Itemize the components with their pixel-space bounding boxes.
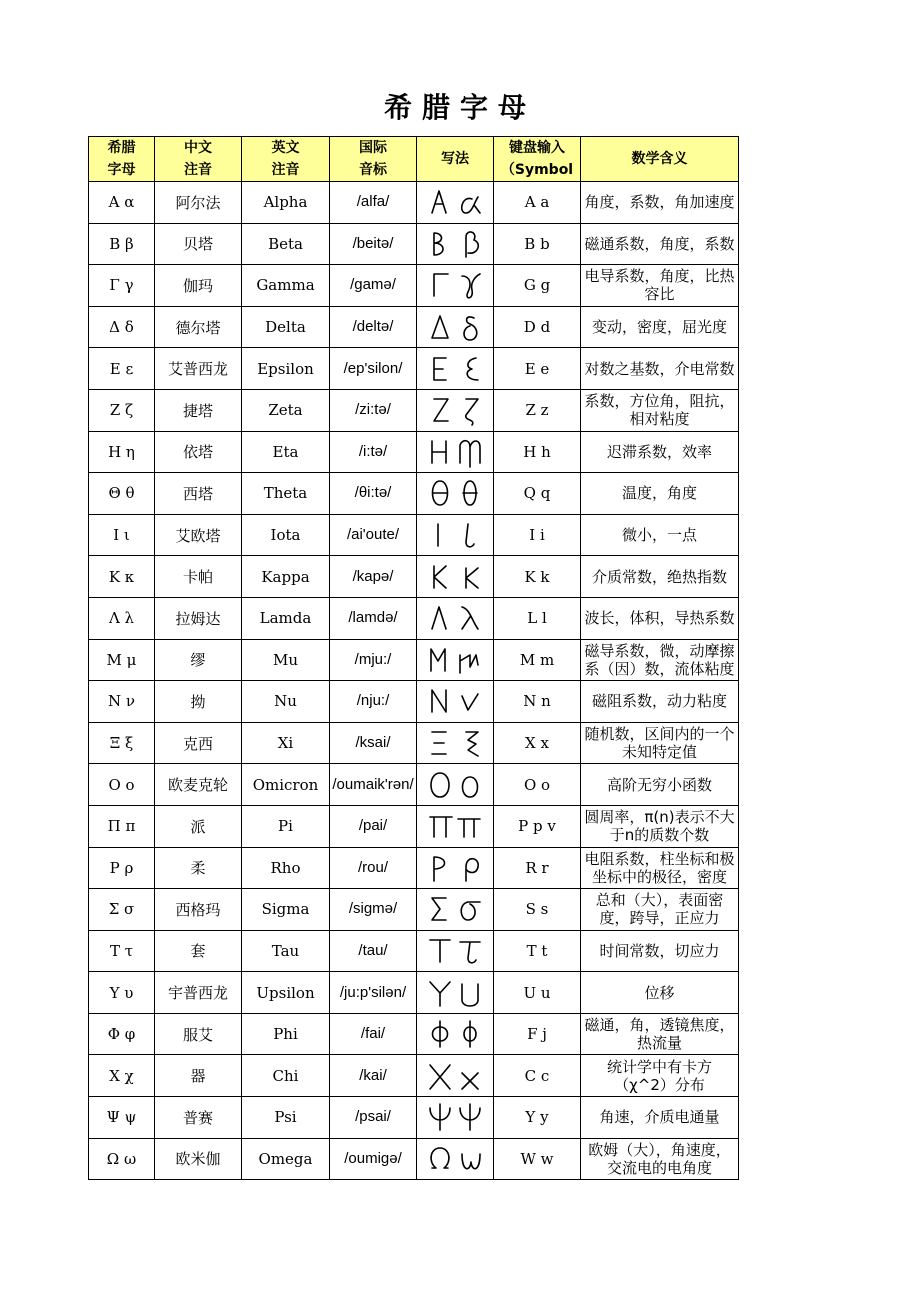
letter-cell: Κ κ bbox=[89, 556, 155, 598]
keyboard-input-cell: X x bbox=[494, 722, 581, 764]
chinese-name-cell: 欧麦克轮 bbox=[155, 764, 242, 806]
letter-cell: Ν ν bbox=[89, 681, 155, 723]
english-name-cell: Theta bbox=[242, 473, 330, 515]
writing-cell bbox=[417, 930, 494, 972]
ipa-cell: /lamdə/ bbox=[330, 597, 417, 639]
header-row bbox=[89, 137, 739, 182]
keyboard-input-cell: O o bbox=[494, 764, 581, 806]
meaning-cell: 迟滞系数，效率 bbox=[581, 431, 739, 473]
ipa-cell: /ju:p'silən/ bbox=[330, 972, 417, 1014]
keyboard-input-cell: R r bbox=[494, 847, 581, 889]
english-name-cell: Eta bbox=[242, 431, 330, 473]
writing-cell bbox=[417, 473, 494, 515]
keyboard-input-cell: L l bbox=[494, 597, 581, 639]
letter-cell: Ψ ψ bbox=[89, 1097, 155, 1139]
meaning-cell: 波长，体积，导热系数 bbox=[581, 597, 739, 639]
beta-stroke-icon bbox=[426, 227, 484, 261]
table-row bbox=[89, 847, 739, 889]
ipa-cell: /θi:tə/ bbox=[330, 473, 417, 515]
header-zh bbox=[155, 137, 242, 182]
english-name-cell: Lamda bbox=[242, 597, 330, 639]
chinese-name-cell: 西格玛 bbox=[155, 889, 242, 931]
chinese-name-cell: 器 bbox=[155, 1055, 242, 1097]
english-name-cell: Nu bbox=[242, 681, 330, 723]
omega-stroke-icon bbox=[426, 1142, 484, 1176]
letter-cell: Η η bbox=[89, 431, 155, 473]
keyboard-input-cell: B b bbox=[494, 223, 581, 265]
writing-cell bbox=[417, 1097, 494, 1139]
alpha-stroke-icon bbox=[426, 185, 484, 219]
writing-cell bbox=[417, 681, 494, 723]
meaning-cell: 温度，角度 bbox=[581, 473, 739, 515]
writing-cell bbox=[417, 805, 494, 847]
meaning-cell: 圆周率，π(n)表示不大于n的质数个数 bbox=[581, 805, 739, 847]
keyboard-input-cell: Q q bbox=[494, 473, 581, 515]
letter-cell: Τ τ bbox=[89, 930, 155, 972]
pi-stroke-icon bbox=[426, 809, 484, 843]
table-row bbox=[89, 681, 739, 723]
english-name-cell: Upsilon bbox=[242, 972, 330, 1014]
keyboard-input-cell: U u bbox=[494, 972, 581, 1014]
xi-stroke-icon bbox=[426, 726, 484, 760]
english-name-cell: Kappa bbox=[242, 556, 330, 598]
letter-cell: Γ γ bbox=[89, 265, 155, 307]
gamma-stroke-icon bbox=[426, 268, 484, 302]
keyboard-input-cell: D d bbox=[494, 306, 581, 348]
table-row bbox=[89, 306, 739, 348]
writing-cell bbox=[417, 223, 494, 265]
keyboard-input-cell: E e bbox=[494, 348, 581, 390]
psi-stroke-icon bbox=[426, 1100, 484, 1134]
meaning-cell: 欧姆（大），角速度，交流电的电角度 bbox=[581, 1138, 739, 1180]
chi-stroke-icon bbox=[426, 1059, 484, 1093]
table-row bbox=[89, 805, 739, 847]
english-name-cell: Omicron bbox=[242, 764, 330, 806]
table-row bbox=[89, 930, 739, 972]
keyboard-input-cell: M m bbox=[494, 639, 581, 681]
writing-cell bbox=[417, 847, 494, 889]
table-row bbox=[89, 972, 739, 1014]
header-en-line2: 注音 bbox=[271, 162, 300, 178]
letter-cell: Ω ω bbox=[89, 1138, 155, 1180]
ipa-cell: /kai/ bbox=[330, 1055, 417, 1097]
meaning-cell: 磁通，角，透镜焦度，热流量 bbox=[581, 1013, 739, 1055]
writing-cell bbox=[417, 182, 494, 224]
ipa-cell: /kapə/ bbox=[330, 556, 417, 598]
chinese-name-cell: 柔 bbox=[155, 847, 242, 889]
letter-cell: Ζ ζ bbox=[89, 389, 155, 431]
chinese-name-cell: 卡帕 bbox=[155, 556, 242, 598]
letter-cell: Λ λ bbox=[89, 597, 155, 639]
meaning-cell: 电阻系数，柱坐标和极坐标中的极径，密度 bbox=[581, 847, 739, 889]
writing-cell bbox=[417, 306, 494, 348]
meaning-cell: 介质常数，绝热指数 bbox=[581, 556, 739, 598]
kappa-stroke-icon bbox=[426, 560, 484, 594]
english-name-cell: Beta bbox=[242, 223, 330, 265]
greek-alphabet-table bbox=[88, 136, 739, 1180]
writing-cell bbox=[417, 1055, 494, 1097]
chinese-name-cell: 派 bbox=[155, 805, 242, 847]
ipa-cell: /deltə/ bbox=[330, 306, 417, 348]
table-row bbox=[89, 556, 739, 598]
meaning-cell: 系数，方位角，阻抗，相对粘度 bbox=[581, 389, 739, 431]
header-kbd-line1: 键盘输入 bbox=[509, 140, 565, 156]
chinese-name-cell: 艾欧塔 bbox=[155, 514, 242, 556]
writing-cell bbox=[417, 556, 494, 598]
eta-stroke-icon bbox=[426, 435, 484, 469]
letter-cell: Ρ ρ bbox=[89, 847, 155, 889]
chinese-name-cell: 德尔塔 bbox=[155, 306, 242, 348]
keyboard-input-cell: Y y bbox=[494, 1097, 581, 1139]
page-title: 希腊字母 bbox=[383, 91, 536, 124]
letter-cell: Φ φ bbox=[89, 1013, 155, 1055]
english-name-cell: Delta bbox=[242, 306, 330, 348]
header-ipa-line2: 音标 bbox=[359, 162, 387, 178]
writing-cell bbox=[417, 597, 494, 639]
zeta-stroke-icon bbox=[426, 393, 484, 427]
writing-cell bbox=[417, 764, 494, 806]
letter-cell: Ε ε bbox=[89, 348, 155, 390]
table-row bbox=[89, 265, 739, 307]
english-name-cell: Gamma bbox=[242, 265, 330, 307]
table-row bbox=[89, 764, 739, 806]
writing-cell bbox=[417, 514, 494, 556]
writing-cell bbox=[417, 348, 494, 390]
ipa-cell: /ksai/ bbox=[330, 722, 417, 764]
writing-cell bbox=[417, 431, 494, 473]
letter-cell: Θ θ bbox=[89, 473, 155, 515]
meaning-cell: 位移 bbox=[581, 972, 739, 1014]
header-zh-line2: 注音 bbox=[184, 162, 212, 178]
rho-stroke-icon bbox=[426, 851, 484, 885]
table-row bbox=[89, 514, 739, 556]
table-row bbox=[89, 389, 739, 431]
nu-stroke-icon bbox=[426, 684, 484, 718]
header-letter-line1: 希腊 bbox=[107, 140, 136, 156]
table-row bbox=[89, 722, 739, 764]
writing-cell bbox=[417, 265, 494, 307]
english-name-cell: Psi bbox=[242, 1097, 330, 1139]
chinese-name-cell: 贝塔 bbox=[155, 223, 242, 265]
mu-stroke-icon bbox=[426, 643, 484, 677]
chinese-name-cell: 捷塔 bbox=[155, 389, 242, 431]
header-kbd-line2: （Symbol bbox=[500, 162, 574, 178]
header-write: 写法 bbox=[417, 137, 494, 182]
ipa-cell: /i:tə/ bbox=[330, 431, 417, 473]
table-row bbox=[89, 1055, 739, 1097]
ipa-cell: /beitə/ bbox=[330, 223, 417, 265]
table-row bbox=[89, 1138, 739, 1180]
iota-stroke-icon bbox=[426, 518, 484, 552]
english-name-cell: Tau bbox=[242, 930, 330, 972]
ipa-cell: /mju:/ bbox=[330, 639, 417, 681]
ipa-cell: /zi:tə/ bbox=[330, 389, 417, 431]
keyboard-input-cell: C c bbox=[494, 1055, 581, 1097]
chinese-name-cell: 拉姆达 bbox=[155, 597, 242, 639]
ipa-cell: /tau/ bbox=[330, 930, 417, 972]
chinese-name-cell: 欧米伽 bbox=[155, 1138, 242, 1180]
header-ipa bbox=[330, 137, 417, 182]
tau-stroke-icon bbox=[426, 934, 484, 968]
keyboard-input-cell: P p v bbox=[494, 805, 581, 847]
english-name-cell: Mu bbox=[242, 639, 330, 681]
chinese-name-cell: 宇普西龙 bbox=[155, 972, 242, 1014]
ipa-cell: /ep'silon/ bbox=[330, 348, 417, 390]
letter-cell: Υ υ bbox=[89, 972, 155, 1014]
writing-cell bbox=[417, 972, 494, 1014]
chinese-name-cell: 服艾 bbox=[155, 1013, 242, 1055]
ipa-cell: /oumaik'rən/ bbox=[330, 764, 417, 806]
chinese-name-cell: 普赛 bbox=[155, 1097, 242, 1139]
theta-stroke-icon bbox=[426, 476, 484, 510]
header-ipa-line1: 国际 bbox=[359, 140, 387, 156]
meaning-cell: 电导系数，角度，比热容比 bbox=[581, 265, 739, 307]
chinese-name-cell: 缪 bbox=[155, 639, 242, 681]
ipa-cell: /rou/ bbox=[330, 847, 417, 889]
meaning-cell: 微小，一点 bbox=[581, 514, 739, 556]
header-letter bbox=[89, 137, 155, 182]
english-name-cell: Zeta bbox=[242, 389, 330, 431]
epsilon-stroke-icon bbox=[426, 352, 484, 386]
letter-cell: Δ δ bbox=[89, 306, 155, 348]
ipa-cell: /sigmə/ bbox=[330, 889, 417, 931]
ipa-cell: /alfa/ bbox=[330, 182, 417, 224]
table-row bbox=[89, 1097, 739, 1139]
meaning-cell: 随机数，区间内的一个未知特定值 bbox=[581, 722, 739, 764]
table-row bbox=[89, 348, 739, 390]
english-name-cell: Iota bbox=[242, 514, 330, 556]
table-row bbox=[89, 889, 739, 931]
meaning-cell: 磁导系数，微，动摩擦系（因）数，流体粘度 bbox=[581, 639, 739, 681]
keyboard-input-cell: W w bbox=[494, 1138, 581, 1180]
table-row bbox=[89, 639, 739, 681]
english-name-cell: Pi bbox=[242, 805, 330, 847]
letter-cell: Ξ ξ bbox=[89, 722, 155, 764]
table-row bbox=[89, 473, 739, 515]
writing-cell bbox=[417, 722, 494, 764]
header-letter-line2: 字母 bbox=[107, 162, 136, 178]
upsilon-stroke-icon bbox=[426, 976, 484, 1010]
header-meaning: 数学含义 bbox=[581, 137, 739, 182]
keyboard-input-cell: K k bbox=[494, 556, 581, 598]
header-en bbox=[242, 137, 330, 182]
ipa-cell: /nju:/ bbox=[330, 681, 417, 723]
english-name-cell: Chi bbox=[242, 1055, 330, 1097]
meaning-cell: 时间常数，切应力 bbox=[581, 930, 739, 972]
ipa-cell: /oumigə/ bbox=[330, 1138, 417, 1180]
keyboard-input-cell: G g bbox=[494, 265, 581, 307]
chinese-name-cell: 拗 bbox=[155, 681, 242, 723]
omicron-stroke-icon bbox=[426, 768, 484, 802]
table-row bbox=[89, 597, 739, 639]
letter-cell: Μ μ bbox=[89, 639, 155, 681]
table-row bbox=[89, 182, 739, 224]
english-name-cell: Epsilon bbox=[242, 348, 330, 390]
meaning-cell: 磁阻系数，动力粘度 bbox=[581, 681, 739, 723]
english-name-cell: Alpha bbox=[242, 182, 330, 224]
meaning-cell: 统计学中有卡方（χ^2）分布 bbox=[581, 1055, 739, 1097]
chinese-name-cell: 阿尔法 bbox=[155, 182, 242, 224]
table-body bbox=[89, 182, 739, 1180]
ipa-cell: /gamə/ bbox=[330, 265, 417, 307]
table-row bbox=[89, 1013, 739, 1055]
letter-cell: Ι ι bbox=[89, 514, 155, 556]
meaning-cell: 角速，介质电通量 bbox=[581, 1097, 739, 1139]
chinese-name-cell: 依塔 bbox=[155, 431, 242, 473]
ipa-cell: /fai/ bbox=[330, 1013, 417, 1055]
letter-cell: Β β bbox=[89, 223, 155, 265]
meaning-cell: 总和（大），表面密度，跨导，正应力 bbox=[581, 889, 739, 931]
letter-cell: Α α bbox=[89, 182, 155, 224]
sigma-stroke-icon bbox=[426, 892, 484, 926]
header-en-line1: 英文 bbox=[271, 140, 300, 156]
letter-cell: Π π bbox=[89, 805, 155, 847]
keyboard-input-cell: Z z bbox=[494, 389, 581, 431]
meaning-cell: 高阶无穷小函数 bbox=[581, 764, 739, 806]
chinese-name-cell: 伽玛 bbox=[155, 265, 242, 307]
writing-cell bbox=[417, 1013, 494, 1055]
chinese-name-cell: 西塔 bbox=[155, 473, 242, 515]
chinese-name-cell: 克西 bbox=[155, 722, 242, 764]
writing-cell bbox=[417, 639, 494, 681]
english-name-cell: Xi bbox=[242, 722, 330, 764]
header-kbd bbox=[494, 137, 581, 182]
meaning-cell: 磁通系数，角度，系数 bbox=[581, 223, 739, 265]
english-name-cell: Sigma bbox=[242, 889, 330, 931]
english-name-cell: Rho bbox=[242, 847, 330, 889]
table-row bbox=[89, 431, 739, 473]
writing-cell bbox=[417, 889, 494, 931]
ipa-cell: /pai/ bbox=[330, 805, 417, 847]
writing-cell bbox=[417, 1138, 494, 1180]
keyboard-input-cell: S s bbox=[494, 889, 581, 931]
meaning-cell: 变动，密度，屈光度 bbox=[581, 306, 739, 348]
letter-cell: Χ χ bbox=[89, 1055, 155, 1097]
ipa-cell: /psai/ bbox=[330, 1097, 417, 1139]
english-name-cell: Omega bbox=[242, 1138, 330, 1180]
chinese-name-cell: 艾普西龙 bbox=[155, 348, 242, 390]
phi-stroke-icon bbox=[426, 1017, 484, 1051]
letter-cell: Ο ο bbox=[89, 764, 155, 806]
keyboard-input-cell: H h bbox=[494, 431, 581, 473]
keyboard-input-cell: T t bbox=[494, 930, 581, 972]
writing-cell bbox=[417, 389, 494, 431]
lambda-stroke-icon bbox=[426, 601, 484, 635]
letter-cell: Σ σ bbox=[89, 889, 155, 931]
chinese-name-cell: 套 bbox=[155, 930, 242, 972]
meaning-cell: 角度，系数，角加速度 bbox=[581, 182, 739, 224]
table-row bbox=[89, 223, 739, 265]
header-zh-line1: 中文 bbox=[184, 140, 212, 156]
ipa-cell: /ai'oute/ bbox=[330, 514, 417, 556]
delta-stroke-icon bbox=[426, 310, 484, 344]
meaning-cell: 对数之基数，介电常数 bbox=[581, 348, 739, 390]
keyboard-input-cell: F j bbox=[494, 1013, 581, 1055]
english-name-cell: Phi bbox=[242, 1013, 330, 1055]
keyboard-input-cell: I i bbox=[494, 514, 581, 556]
keyboard-input-cell: A a bbox=[494, 182, 581, 224]
keyboard-input-cell: N n bbox=[494, 681, 581, 723]
